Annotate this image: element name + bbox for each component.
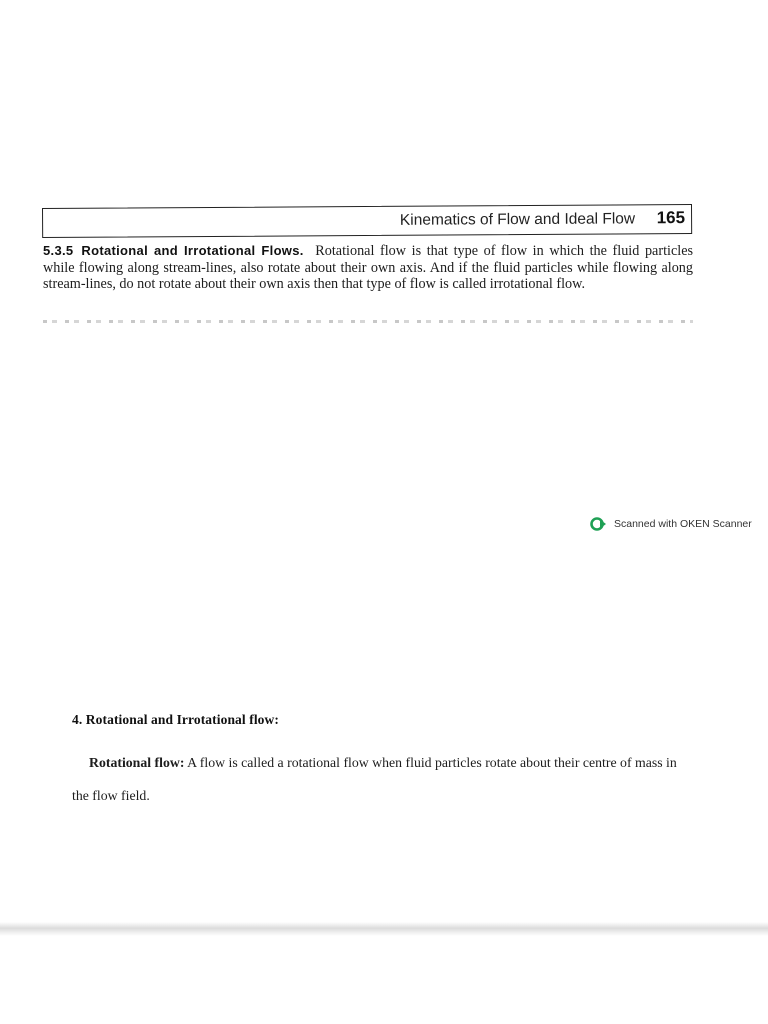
- section-heading: Rotational and Irrotational Flows.: [81, 243, 304, 258]
- notes-heading: 4. Rotational and Irrotational flow:: [72, 712, 279, 727]
- section-paragraph: [43, 243, 693, 293]
- page-number: 165: [656, 208, 686, 228]
- section-number: 5.3.5: [43, 243, 74, 258]
- scanner-watermark: [590, 517, 752, 531]
- chapter-title: Kinematics of Flow and Ideal Flow: [399, 210, 636, 229]
- scanner-logo-icon: [590, 517, 608, 531]
- watermark-label: Scanned with OKEN Scanner: [614, 518, 752, 530]
- section-body: Rotational flow is that type of flow in which the fluid particles while flowing along stream-lines, also rotate about their own axis. And if the fluid particles while flowing along stream-lines, do not rotate about their own axis then that type of flow is called irrotational flow.: [43, 243, 694, 293]
- definition-text: A flow is called a rotational flow when fluid particles rotate about their centre of mass in the flow field.: [72, 755, 677, 803]
- definition-term: Rotational flow:: [89, 755, 185, 770]
- page-header: [42, 204, 692, 238]
- scan-edge-shadow: [0, 922, 768, 936]
- cut-off-text-line: [43, 320, 693, 326]
- notes-definition: [72, 746, 694, 812]
